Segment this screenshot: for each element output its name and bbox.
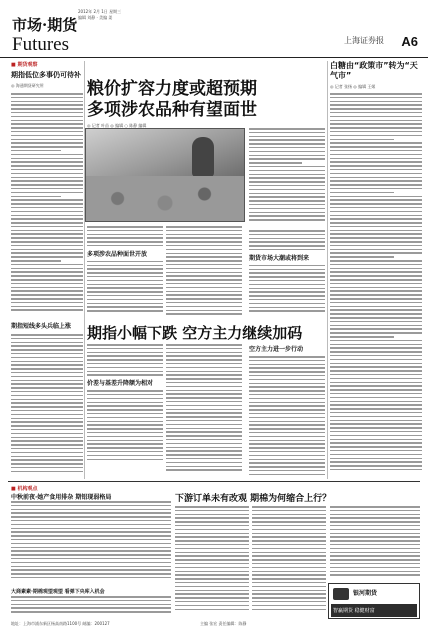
storage-subhead: 多项涉农品种面世开放 [87,250,148,258]
editor-line: 编辑 刘静 · 美编 姜 [78,15,113,20]
bottom-left-tag: ■ 机构观点 [11,486,38,492]
photo-person [192,137,214,177]
new-products-subhead: 期货市场大潮或将到来 [249,254,310,262]
second-body-col-1 [87,344,163,478]
second-subhead-1: 价差与基差升降额为相对 [87,380,154,388]
second-subhead-2: 空方主力进一步行动 [249,346,304,353]
bottom-left-body-2 [11,596,171,618]
lead-body-col-1 [87,226,163,318]
section-title: 市场·期货 [12,16,78,34]
date-line [78,9,168,21]
column-divider [327,61,328,479]
bottom-left-headline: 中秋前夜·她产食用排杂 期铝现弱格局 [11,494,112,501]
bottom-body-col-3 [330,506,420,580]
left-column [11,61,83,321]
lead-headline-line-1: 粮价扩容力度或超预期 [87,79,257,99]
right-column-byline: ◎ 记者 张扬 ◎ 编辑 王姬 [330,84,376,89]
bottom-headline: 下游订单未有改观 期棉为何缩合上行？ [175,494,332,504]
second-body-col-2 [166,344,242,478]
left-second-body [11,334,83,484]
lead-headline-line-2: 多项涉农品种有望面世 [87,100,257,120]
section-title-english: Futures [12,34,69,55]
lead-body-right [249,128,325,228]
lead-byline: ◎ 记者 叶苗 ◎ 编辑 ○ 陈静 编辑 [87,123,147,128]
footer-address: 地址：上海市浦东新区杨高南路1100号 邮编：200127 [11,621,110,626]
left-column-body [11,93,83,318]
photo-produce-pile [86,176,244,221]
broker-advertisement [328,583,420,619]
left-second-story [11,322,83,484]
left-column-byline: ◎ 海通期货研究所 [11,83,44,88]
second-body-col-3 [249,344,325,478]
right-column [330,61,422,483]
lead-body-col-3 [249,230,325,318]
broker-logo-icon [333,588,349,600]
broker-slogan: 智赢期货 稳健财富 [331,604,417,617]
issue-date: 2012年 2月 1日 星期三 [78,9,122,14]
second-headline: 期指小幅下跌 空方主力继续加码 [87,324,303,342]
broker-name: 银河期货 [353,590,378,597]
bottom-body-col-1 [175,506,249,618]
page-number: A6 [401,34,418,49]
left-column-headline: 期指低位多事仍可待补 [11,71,81,79]
bottom-body-col-2 [252,506,326,618]
lead-headline [87,79,327,121]
section-divider [8,481,420,482]
masthead [0,0,428,58]
lead-body-col-2 [166,226,242,318]
right-column-body [330,93,422,483]
column-divider [84,61,85,479]
bottom-left-body [11,501,171,585]
bottom-left-headline-2: 大商素素·期棉观望观望 看弹下央库入机会 [11,589,105,595]
left-second-headline: 期指短线多头兵临上涨 [11,323,72,330]
column-tag: ■ 期货观察 [11,62,38,68]
paper-name: 上海证券报 [344,36,384,45]
right-column-headline: 白糖由“政策市”转为“天气市” [330,61,418,80]
news-photo [85,128,245,222]
footer-editor: 主编 张宏 责任编辑：陈静 [200,621,247,626]
